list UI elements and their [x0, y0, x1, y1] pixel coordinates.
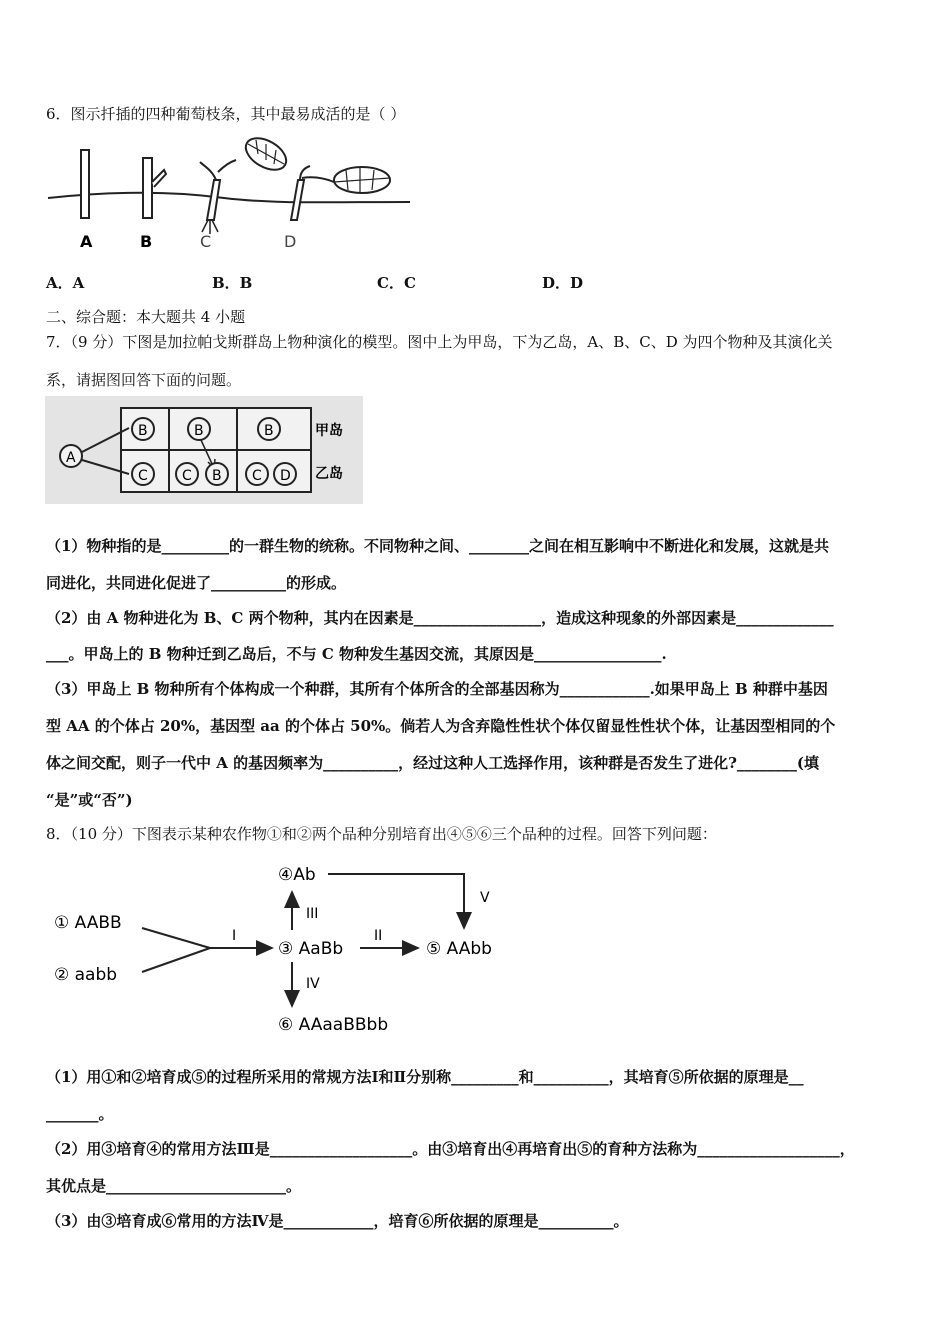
node-b-3: B: [264, 423, 274, 439]
ground-line: [48, 193, 410, 203]
q8-part3: （3）由③培育成⑥常用的方法Ⅳ是____________，培育⑥所依据的原理是__________。: [46, 1212, 629, 1230]
q7-stem-2: 系，请据图回答下面的问题。: [46, 371, 242, 389]
step-4-label: IV: [306, 976, 320, 992]
node-a: A: [66, 450, 76, 466]
node-4: ④Ab: [278, 865, 316, 885]
step-3-label: III: [306, 906, 319, 922]
q7-part3-c: 体之间交配，则子一代中 A 的基因频率为__________，经过这种人工选择作用，该种群是否发生了进化?________(填: [46, 754, 819, 772]
leaf-top-icon: [240, 132, 291, 176]
step-5-label: V: [480, 890, 490, 906]
q7-part3-a: （3）甲岛上 B 物种所有个体构成一个种群，其所有个体所含的全部基因称为____________.如果甲岛上 B 种群中基因: [46, 680, 828, 698]
fig-label-c: C: [200, 232, 212, 251]
fig-label-a: A: [80, 232, 93, 251]
option-d[interactable]: D．D: [542, 274, 584, 292]
q7-stem-1: 7．（9 分）下图是加拉帕戈斯群岛上物种演化的模型。图中上为甲岛，下为乙岛，A、B、C、D 为四个物种及其演化关: [46, 333, 833, 351]
cutting-b: [143, 158, 152, 218]
node-d: D: [280, 468, 291, 484]
q8-part2-b: 其优点是________________________。: [46, 1177, 302, 1195]
q8-stem: 8．（10 分）下图表示某种农作物①和②两个品种分别培育出④⑤⑥三个品种的过程。回答下列问题：: [46, 825, 717, 843]
option-b[interactable]: B．B: [212, 274, 253, 292]
cutting-a: [81, 150, 89, 218]
leaf-right-icon: [334, 167, 390, 193]
node-c-1: C: [138, 468, 148, 484]
step-2-label: II: [374, 928, 383, 944]
q7-part2-a: （2）由 A 物种进化为 B、C 两个物种，其内在因素是_________________，造成这种现象的外部因素是_____________: [46, 609, 834, 627]
q8-part1-b: _______。: [46, 1105, 114, 1123]
q8-part1-a: （1）用①和②培育成⑤的过程所采用的常规方法Ⅰ和Ⅱ分别称_________和__________，其培育⑤所依据的原理是__: [46, 1068, 804, 1086]
q7-part2-b: ___。甲岛上的 B 物种迁到乙岛后，不与 C 物种发生基因交流，其原因是_________________.: [46, 645, 667, 663]
q6-stem: 6．图示扦插的四种葡萄枝条，其中最易成活的是（ ）: [46, 105, 406, 123]
q7-part1-a: （1）物种指的是_________的一群生物的统称。不同物种之间、________之间在相互影响中不断进化和发展，这就是共: [46, 537, 829, 555]
q7-part3-b: 型 AA 的个体占 20%，基因型 aa 的个体占 50%。倘若人为含弃隐性性状个体仅留显性性状个体，让基因型相同的个: [46, 717, 836, 735]
q7-island-figure: [45, 396, 363, 504]
node-2: ② aabb: [54, 965, 118, 985]
node-b-4: B: [212, 468, 222, 484]
top-island-label: 甲岛: [315, 423, 343, 439]
cutting-c: [207, 180, 220, 220]
q8-part2-a: （2）用③培育④的常用方法Ⅲ是___________________。由③培育出④再培育出⑤的育种方法称为___________________，: [46, 1140, 855, 1158]
node-3: ③ AaBb: [278, 939, 344, 959]
q7-part3-d: “是”或“否”): [46, 791, 133, 809]
q8-breeding-figure: [50, 858, 520, 1038]
fig-label-b: B: [140, 232, 153, 251]
option-c[interactable]: C．C: [377, 274, 416, 292]
node-1: ① AABB: [54, 913, 122, 933]
cutting-b-bud: [152, 170, 166, 187]
q6-cuttings-figure: [44, 132, 414, 256]
node-5: ⑤ AAbb: [426, 939, 492, 959]
node-c-2: C: [182, 468, 192, 484]
step-1-label: I: [232, 928, 237, 944]
node-b-1: B: [138, 423, 148, 439]
node-c-3: C: [252, 468, 262, 484]
q7-part1-b: 同进化，共同进化促进了__________的形成。: [46, 574, 347, 592]
section-heading: 二、综合题：本大题共 4 小题: [46, 308, 246, 326]
node-b-2: B: [194, 423, 204, 439]
fig-label-d: D: [284, 232, 297, 251]
option-a[interactable]: A．A: [46, 274, 85, 292]
cutting-d: [291, 180, 304, 220]
node-6: ⑥ AAaaBBbb: [278, 1015, 389, 1035]
bottom-island-label: 乙岛: [315, 466, 343, 482]
